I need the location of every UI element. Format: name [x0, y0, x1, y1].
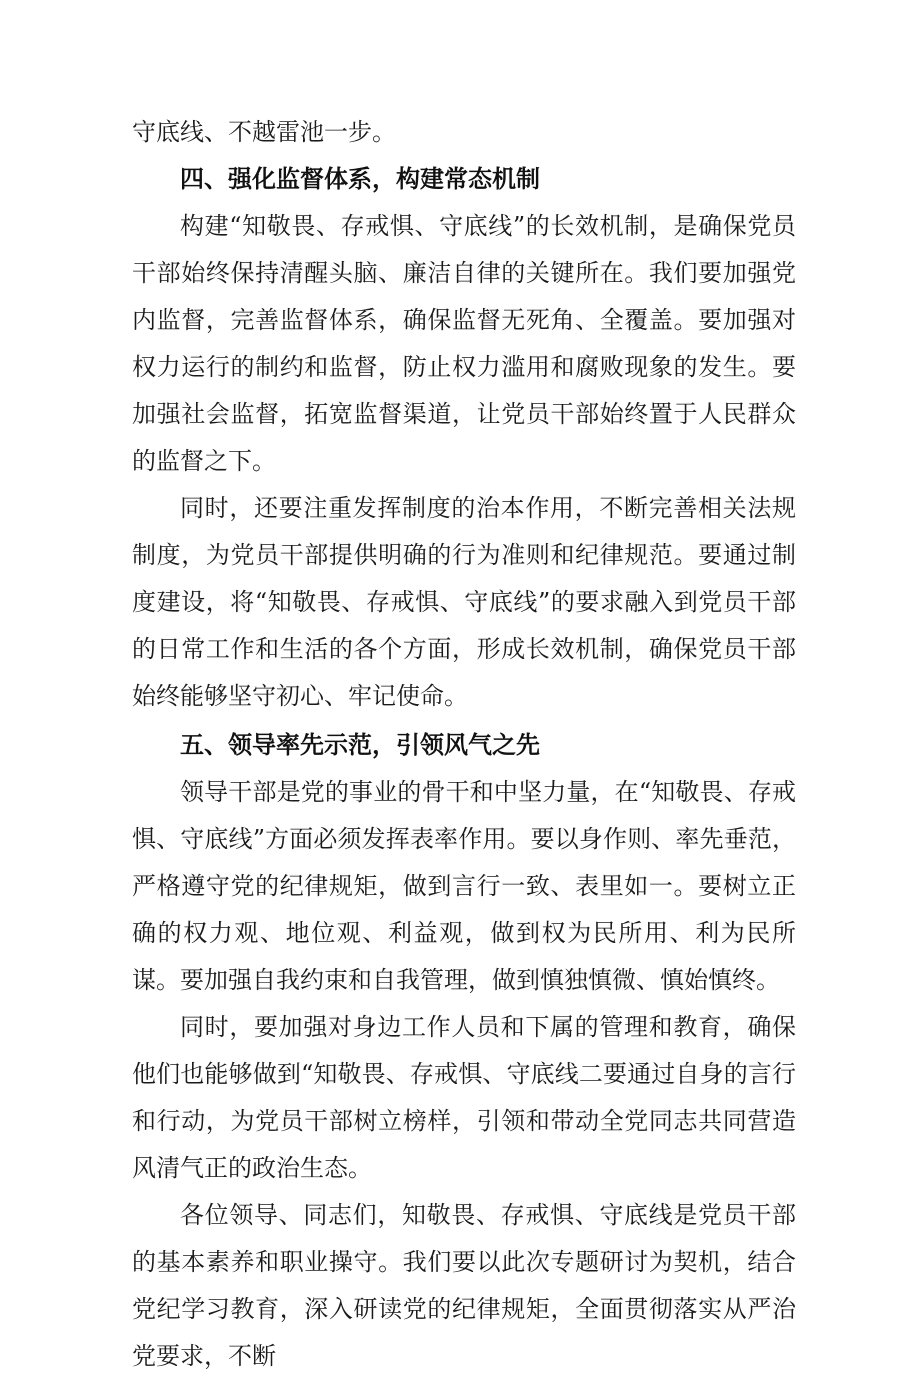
body-paragraph: 领导干部是党的事业的骨干和中坚力量，在“知敬畏、存戒惧、守底线”方面必须发挥表率作用。要以身作则、率先垂范，严格遵守党的纪律规矩，做到言行一致、表里如一。要树立正确的权力观、地位观、利益观，做到权为民所用、利为民所谋。要加强自我约束和自我管理，做到慎独慎微、慎始慎终。 [132, 778, 796, 994]
continuation-paragraph: 守底线、不越雷池一步。 [132, 118, 396, 146]
body-paragraph: 同时，要加强对身边工作人员和下属的管理和教育，确保他们也能够做到“知敬畏、存戒惧、守底线二要通过自身的言行和行动，为党员干部树立榜样，引领和带动全党同志共同营造风清气正的政治生态。 [132, 1013, 796, 1182]
document-body [132, 109, 796, 1380]
body-paragraph: 各位领导、同志们，知敬畏、存戒惧、守底线是党员干部的基本素养和职业操守。我们要以此次专题研讨为契机，结合党纪学习教育，深入研读党的纪律规矩，全面贯彻落实从严治党要求，不断 [132, 1201, 796, 1370]
body-paragraph: 同时，还要注重发挥制度的治本作用，不断完善相关法规制度，为党员干部提供明确的行为准则和纪律规范。要通过制度建设，将“知敬畏、存戒惧、守底线”的要求融入到党员干部的日常工作和生活的各个方面，形成长效机制，确保党员干部始终能够坚守初心、牢记使命。 [132, 494, 796, 710]
section-heading-5: 五、领导率先示范，引领风气之先 [180, 731, 540, 759]
section-heading-4: 四、强化监督体系，构建常态机制 [180, 165, 540, 193]
body-paragraph: 构建“知敬畏、存戒惧、守底线”的长效机制，是确保党员干部始终保持清醒头脑、廉洁自律的关键所在。我们要加强党内监督，完善监督体系，确保监督无死角、全覆盖。要加强对权力运行的制约和监督，防止权力滥用和腐败现象的发生。要加强社会监督，拓宽监督渠道，让党员干部始终置于人民群众的监督之下。 [132, 212, 796, 475]
